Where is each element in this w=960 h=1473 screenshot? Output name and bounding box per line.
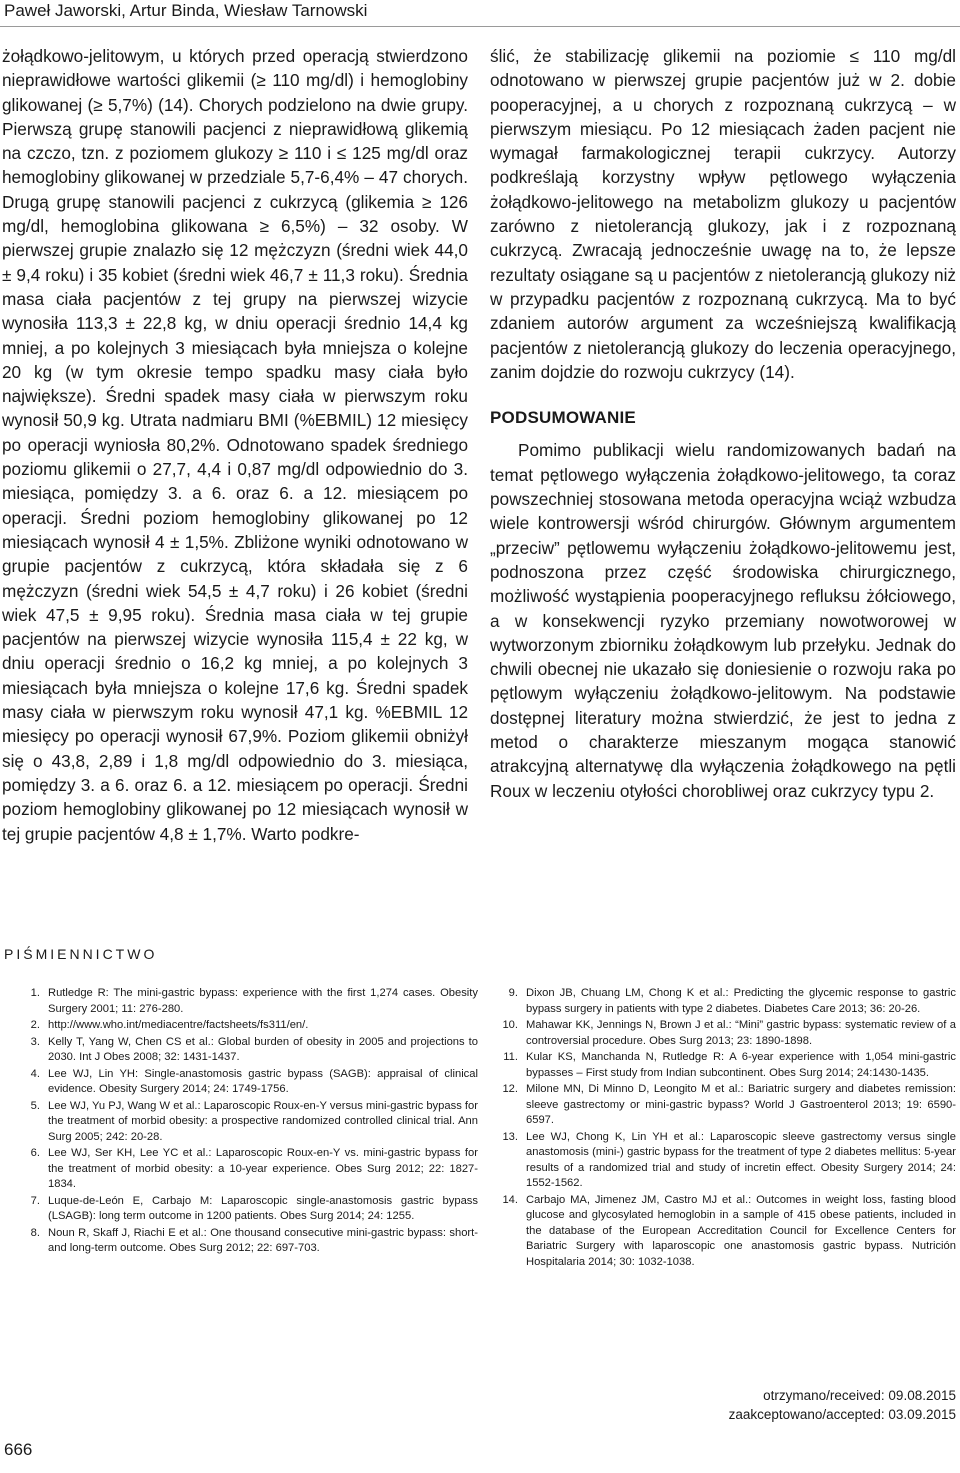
reference-item — [18, 1146, 478, 1193]
summary-paragraph: Pomimo publikacji wielu randomizowanych badań na temat pętlowego wyłączenia żołądkowo-jelitowego, ta coraz powszechniej stosowana metoda operacyjna wciąż wzbudza wiele kontrowersji wśród chirurgów. Głównym argumentem „przeciw” pętlowemu wyłączeniu żołądkowo-jelitowemu jest, podnoszona przez część środowiska chirurgicznego, możliwość wystąpienia pooperacyjnego refluksu żółciowego, a w konsekwencji ryzyko przemiany nowotworowej w wytworzonym zbiorniku żołądkowym lub przełyku. Jednak do chwili obecnej nie ukazało się doniesienie o rozwoju raka po pętlowym wyłączeniu żołądkowo-jelitowym. Na podstawie dostępnej literatury można stwierdzić, że jest to jedna z metod o charakterze mieszanym mogąca stanowić atrakcyjną alternatywę dla wyłączenia żołądkowego na pętli Roux w leczeniu otyłości chorobliwej oraz cukrzycy typu 2. — [490, 440, 956, 801]
reference-number: 12. — [502, 1083, 518, 1095]
reference-number: 8. — [30, 1226, 40, 1239]
reference-text: Mahawar KK, Jennings N, Brown J et al.: “Mini” gastric bypass: systematic review of a controversial procedure. Obes Surg 2013; 23: 1890-1898. — [526, 1019, 956, 1047]
section-heading: PODSUMOWANIE — [490, 408, 636, 428]
reference-number: 6. — [30, 1147, 40, 1159]
manuscript-dates — [729, 1386, 956, 1424]
running-header-authors: Paweł Jaworski, Artur Binda, Wiesław Tarnowski — [4, 1, 368, 20]
reference-item — [18, 1226, 478, 1257]
header-divider — [0, 26, 960, 27]
reference-text: Kular KS, Manchanda N, Rutledge R: A 6-year experience with 1,054 mini-gastric bypasses – First study from Indian subcontinent. Obes Surg 2014; 24:1430-1435. — [526, 1051, 956, 1079]
reference-item — [496, 1082, 956, 1129]
reference-item — [18, 1194, 478, 1225]
reference-item — [18, 986, 478, 1017]
reference-text: Lee WJ, Chong K, Lin YH et al.: Laparoscopic sleeve gastrectomy versus single anastomosis (mini-) gastric bypass for the treatment of type 2 diabetes mellitus: 5-year results of a randomized trial and study of incretin effect. Obesity Surgery 2014; 24: 1552-1562. — [526, 1130, 956, 1189]
reference-number: 14. — [502, 1193, 518, 1206]
reference-number: 7. — [30, 1194, 40, 1207]
reference-text: Milone MN, Di Minno D, Leongito M et al.: Bariatric surgery and diabetes remission: sleeve gastrectomy or mini-gastric bypass? World J Gastroenterol 2013; 19: 6590-6597. — [526, 1083, 956, 1126]
reference-text: http://www.who.int/mediacentre/factsheets/fs311/en/. — [48, 1019, 309, 1031]
reference-item — [18, 1035, 478, 1066]
reference-text: Kelly T, Yang W, Chen CS et al.: Global burden of obesity in 2005 and projections to 2030. Int J Obes 2008; 32: 1431-1437. — [48, 1035, 478, 1063]
references-list-right — [496, 986, 956, 1271]
reference-number: 1. — [30, 987, 40, 999]
references-title: PIŚMIENNICTWO — [4, 946, 158, 962]
reference-item — [496, 986, 956, 1017]
reference-text: Carbajo MA, Jimenez JM, Castro MJ et al.: Outcomes in weight loss, fasting blood glucose and glycosylated hemoglobin in a sample of 415 obese patients, included in the database of the European Accreditation Council for Excellence Centers for Bariatric Surgery with laparoscopic one anastomosis gastric bypass. Nutrición Hospitalaria 2014; 30: 1032-1038. — [526, 1193, 956, 1268]
reference-text: Noun R, Skaff J, Riachi E et al.: One thousand consecutive mini-gastric bypass: short- and long-term outcome. Obes Surg 2012; 22: 697-703. — [48, 1226, 478, 1254]
reference-item — [18, 1018, 478, 1034]
body-paragraph: ślić, że stabilizację glikemii na poziomie ≤ 110 mg/dl odnotowano w pierwszej grupie pacjentów już w 2. dobie pooperacyjnej, a u chorych z rozpoznaną cukrzycą – w pierwszym miesiącu. Po 12 miesiącach żaden pacjent nie wymagał farmakologicznej terapii cukrzycy. Autorzy podkreślają korzystny wpływ pętlowego wyłączenia żołądkowo-jelitowego na metabolizm glukozy u pacjentów zarówno z nietolerancją glukozy, jak i z rozpoznaną cukrzycą. Zwracają jednocześnie uwagę na to, że lepsze rezultaty osiągane są u pacjentów z nietolerancją glukozy niż w przypadku pacjentów z rozpoznaną cukrzycą. Ma to być zdaniem autorów argument za wcześniejszą kwalifikacją pacjentów z nietolerancją glukozy do leczenia operacyjnego, zanim dojdzie do rozwoju cukrzycy (14). — [490, 46, 956, 382]
reference-number: 5. — [30, 1099, 40, 1112]
reference-text: Lee WJ, Yu PJ, Wang W et al.: Laparoscopic Roux-en-Y versus mini-gastric bypass for the treatment of morbid obesity: a prospective randomized controlled clinical trial. Ann Surg 2005; 242: 20-28. — [48, 1099, 478, 1143]
reference-item — [496, 1050, 956, 1081]
reference-item — [496, 1018, 956, 1049]
reference-item — [18, 1099, 478, 1146]
reference-number: 4. — [30, 1067, 40, 1080]
reference-number: 13. — [502, 1130, 518, 1143]
reference-number: 11. — [503, 1051, 518, 1063]
accepted-date: zaakceptowano/accepted: 03.09.2015 — [728, 1407, 956, 1422]
reference-text: Dixon JB, Chuang LM, Chong K et al.: Predicting the glycemic response to gastric bypass surgery in patients with type 2 diabetes. Diabetes Care 2013; 36: 20-26. — [526, 987, 956, 1015]
reference-text: Luque-de-León E, Carbajo M: Laparoscopic single-anastomosis gastric bypass (LSAGB): long term outcome in 1200 patients. Obes Surg 2014; 24: 1255. — [48, 1194, 478, 1222]
reference-text: Lee WJ, Lin YH: Single-anastomosis gastric bypass (SAGB): appraisal of clinical evidence. Obesity Surgery 2014; 24: 1749-1756. — [48, 1067, 478, 1095]
reference-number: 10. — [502, 1019, 518, 1031]
reference-item — [496, 1193, 956, 1271]
body-paragraph: żołądkowo-jelitowym, u których przed operacją stwierdzono nieprawidłowe wartości glikemii (≥ 110 mg/dl) i hemoglobiny glikowanej (≥ 5,7%) (14). Chorych podzielono na dwie grupy. Pierwszą grupę stanowili pacjenci z nieprawidłową glikemią na czczo, tzn. z poziomem glukozy ≥ 110 i ≤ 125 mg/dl oraz hemoglobiny glikowanej w przedziale 5,7-6,4% – 47 chorych. Drugą grupę stanowili pacjenci z cukrzycą (glikemia ≥ 126 mg/dl, hemoglobina glikowana ≥ 6,5%) – 32 osoby. W pierwszej grupie znalazło się 12 mężczyzn (średni wiek 44,0 ± 9,4 roku) i 35 kobiet (średni wiek 46,7 ± 11,3 roku). Średnia masa ciała pacjentów z tej grupy na pierwszej wizycie wynosiła 113,3 ± 22,8 kg, w dniu operacji średnio 14,4 kg mniej, a po kolejnych 3 miesiącach była mniejsza o kolejne 20 kg (w tym okresie tempo spadku masy ciała było największe). Średni spadek masy ciała w pierwszym roku wynosił 50,9 kg. Utrata nadmiaru BMI (%EBMIL) 12 miesięcy po operacji wyniosła 80,2%. Odnotowano spadek średniego poziomu glikemii o 27,7, 4,4 i 0,87 mg/dl odpowiednio do 3. miesiąca, pomiędzy 3. a 6. oraz 6. a 12. miesiącem po operacji. Średni poziom hemoglobiny glikowanej po 12 miesiącach wynosił 4 ± 1,5%. Zbliżone wyniki odnotowano w grupie pacjentów z cukrzycą, która składała się z 6 mężczyzn (średni wiek 54,5 ± 4,7 roku) i 26 kobiet (średni wiek 47,5 ± 9,95 roku). Średnia masa ciała w tej grupie pacjentów na pierwszej wizycie wynosiła 115,4 ± 22 kg, w dniu operacji średnio o 16,2 kg mniej, a po kolejnych 3 miesiącach była mniejsza o kolejne 17,6 kg. Średni spadek masy ciała w pierwszym roku wynosił 47,1 kg. %EBMIL 12 miesięcy po operacji wynosił 67,9%. Poziom glikemii obniżył się o 43,8, 2,89 i 1,8 mg/dl odpowiednio do 3. miesiąca, pomiędzy 3. a 6. oraz 6. a 12. miesiącem po operacji. Średni poziom hemoglobiny glikowanej po 12 miesiącach wynosił w tej grupie pacjentów 4,8 ± 1,7%. Warto podkre- — [2, 46, 468, 844]
reference-item — [496, 1130, 956, 1192]
reference-number: 3. — [30, 1035, 40, 1048]
left-text-column — [2, 44, 468, 846]
page-number: 666 — [4, 1440, 33, 1459]
reference-text: Lee WJ, Ser KH, Lee YC et al.: Laparoscopic Roux-en-Y vs. mini-gastric bypass for the treatment of morbid obesity: a 10-year experience. Obes Surg 2012; 22: 1827-1834. — [48, 1147, 478, 1190]
references-list-left — [18, 986, 478, 1258]
received-date: otrzymano/received: 09.08.2015 — [763, 1388, 956, 1403]
reference-number: 2. — [30, 1019, 40, 1031]
reference-item — [18, 1067, 478, 1098]
reference-number: 9. — [508, 987, 518, 999]
reference-text: Rutledge R: The mini-gastric bypass: experience with the first 1,274 cases. Obesity Surgery 2001; 11: 276-280. — [48, 987, 478, 1015]
right-text-column — [490, 44, 956, 803]
